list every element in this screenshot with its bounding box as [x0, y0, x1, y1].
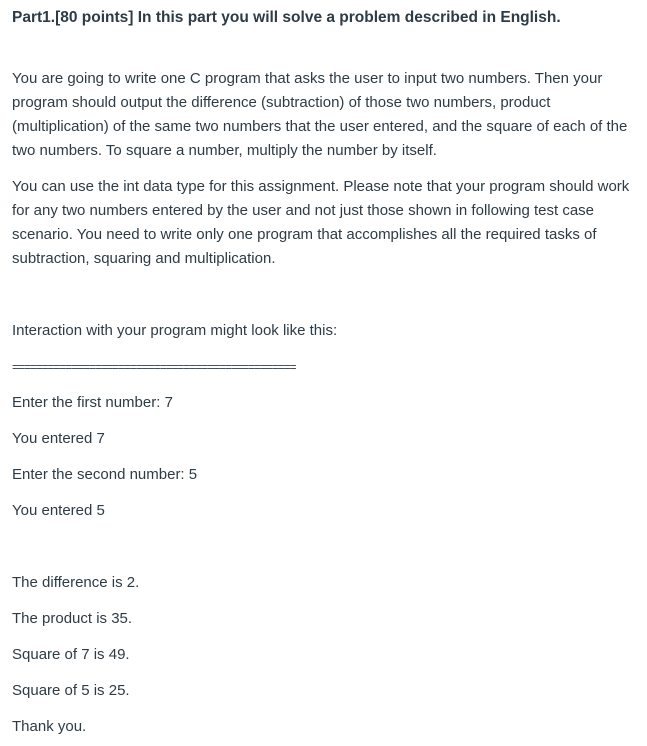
prompt-second-number: Enter the second number: 5: [12, 466, 198, 483]
difference-output: The difference is 2.: [12, 574, 140, 591]
closing-output: Thank you.: [12, 718, 87, 735]
instructions-paragraph-1: You are going to write one C program that asks the user to input two numbers. Then your program should output the difference (subtraction) of those two numbers, product (multiplication) of the same two numbers that the user entered, and the square of each of the two numbers. To square a number, multiply the number by itself.: [12, 70, 628, 159]
prompt-first-number: Enter the first number: 7: [12, 394, 173, 411]
divider-line: ================================================: [12, 360, 296, 374]
square-second-output: Square of 5 is 25.: [12, 682, 130, 699]
echo-second-number: You entered 5: [12, 502, 105, 519]
square-first-output: Square of 7 is 49.: [12, 646, 130, 663]
part-heading: Part1.[80 points] In this part you will solve a problem described in English.: [12, 9, 561, 26]
instructions-paragraph-2: You can use the int data type for this assignment. Please note that your program should work for any two numbers entered by the user and not just those shown in following test case scenario. You need to write only one program that accomplishes all the required tasks of subtraction, squaring and multiplication.: [12, 178, 630, 267]
interaction-intro: Interaction with your program might look like this:: [12, 322, 338, 339]
product-output: The product is 35.: [12, 610, 133, 627]
echo-first-number: You entered 7: [12, 430, 105, 447]
